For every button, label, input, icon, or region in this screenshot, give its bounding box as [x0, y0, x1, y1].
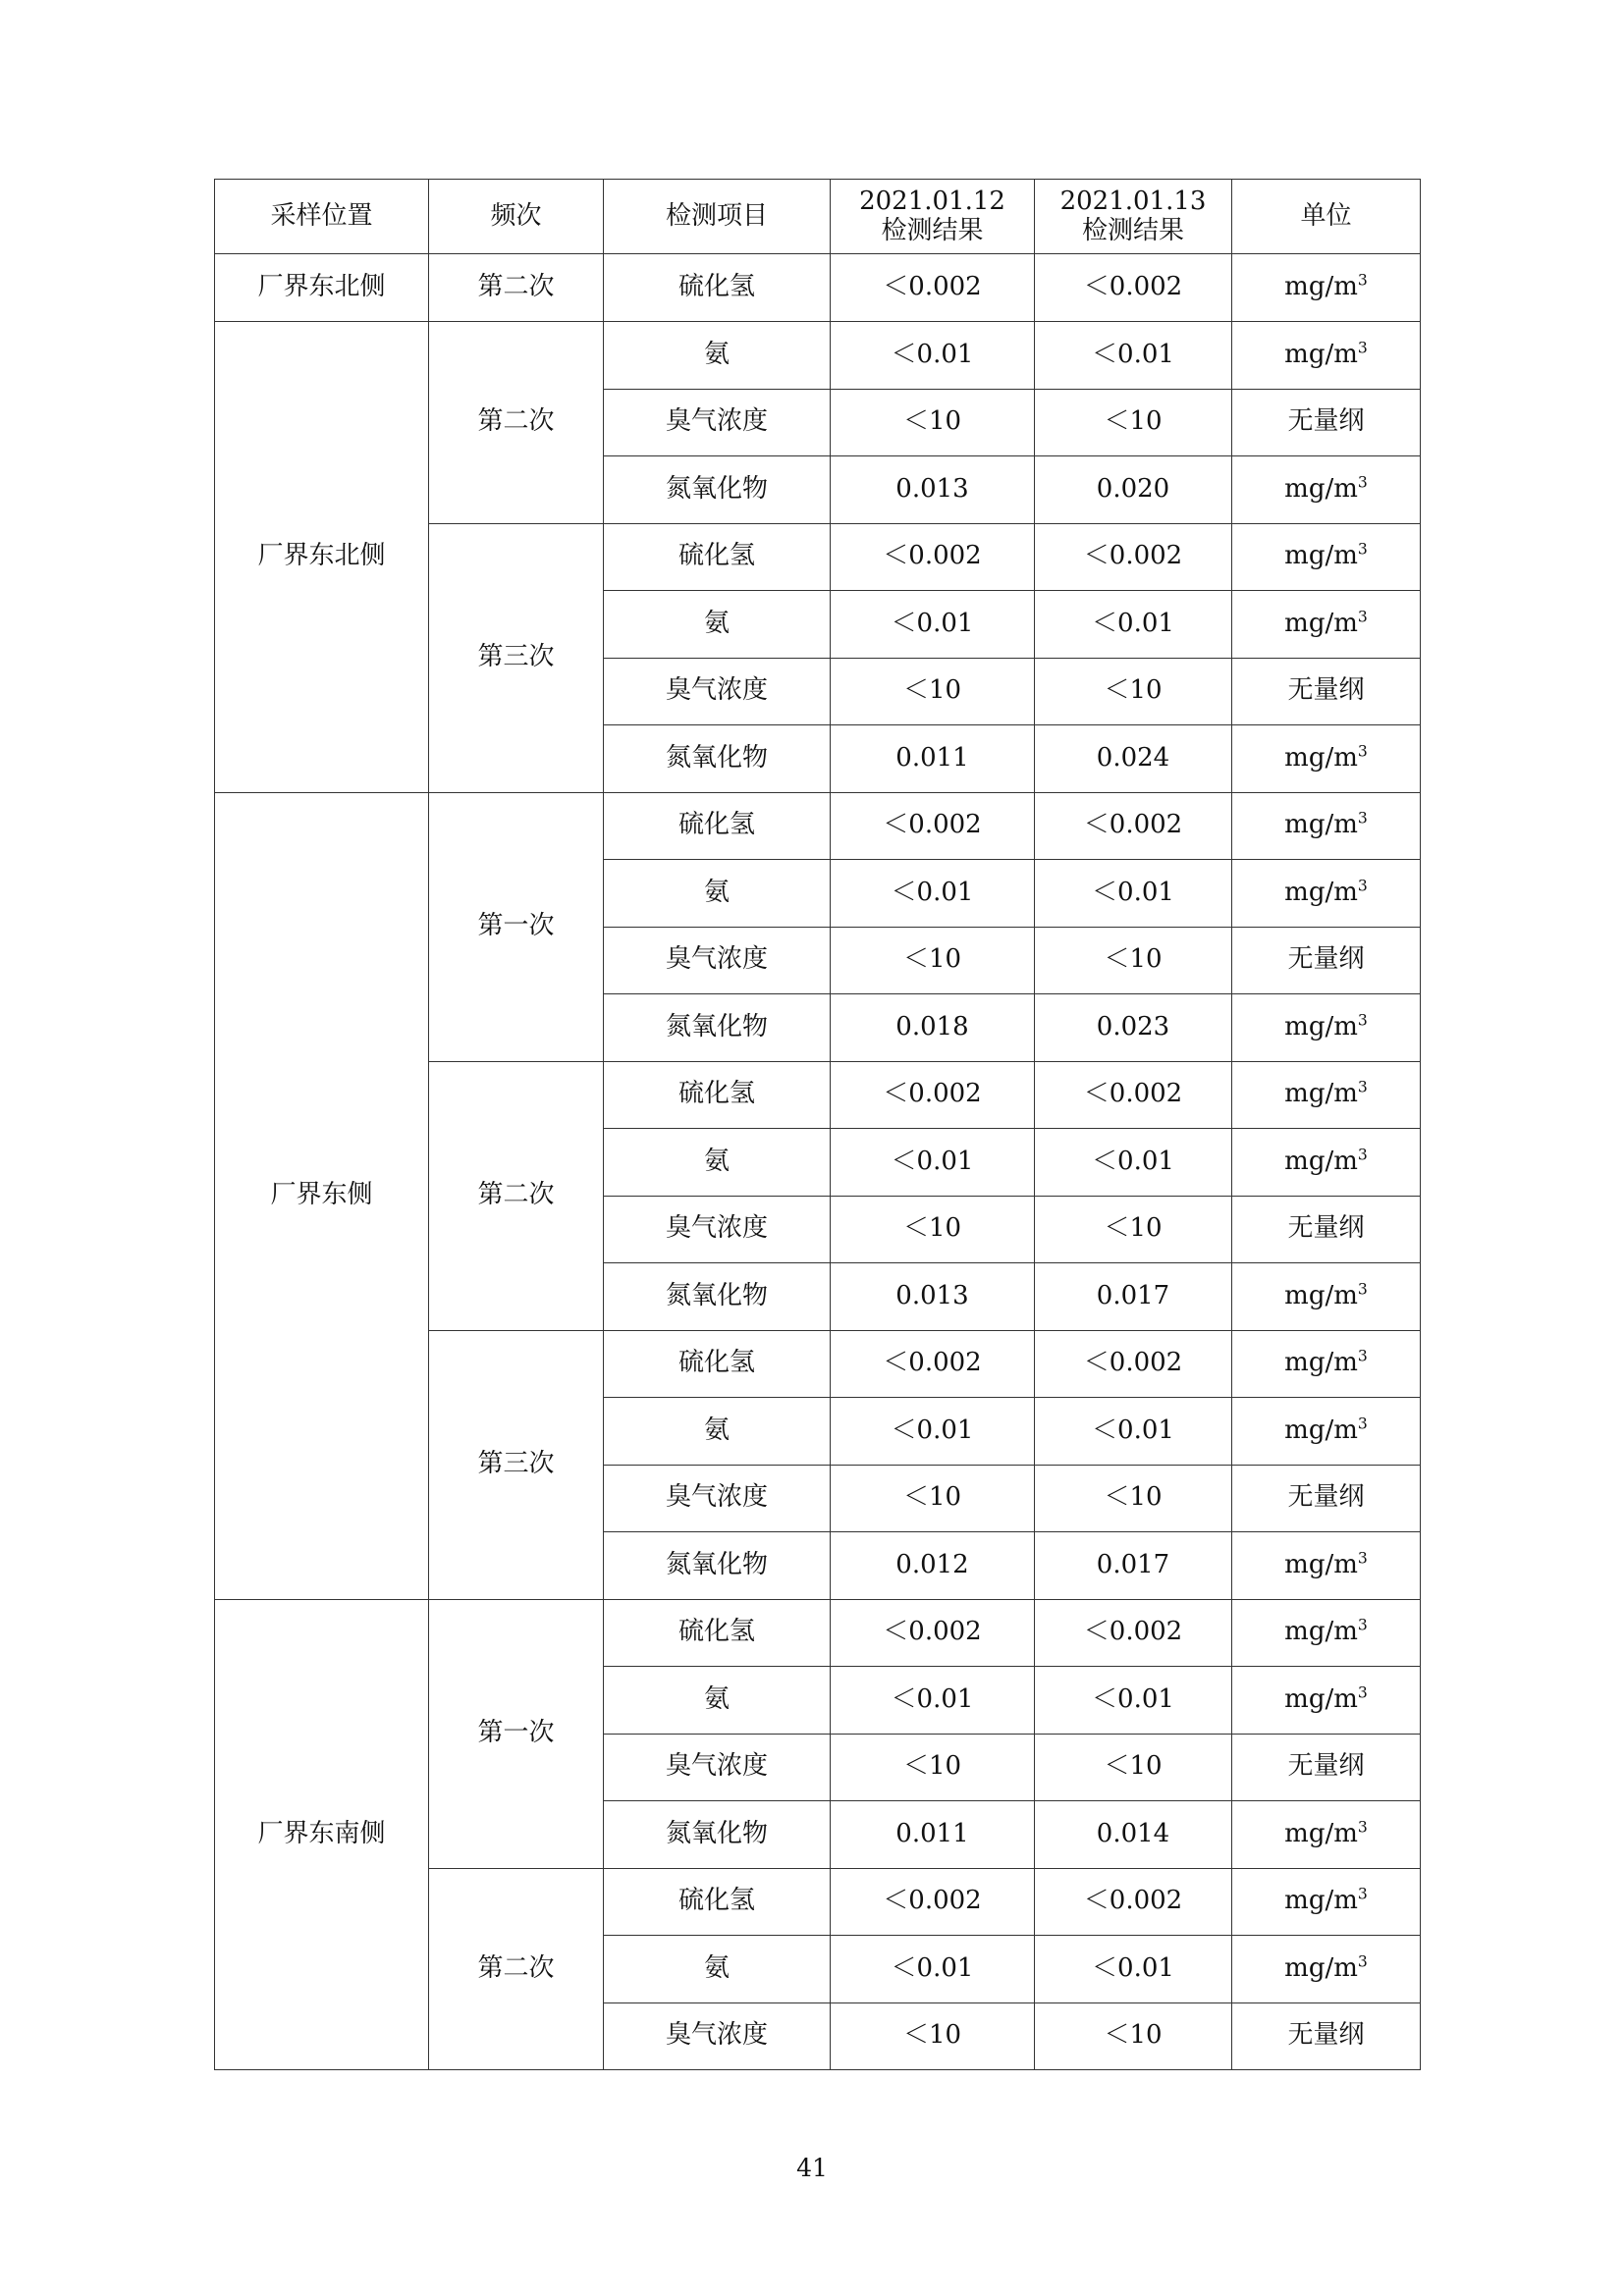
result-cell: 0.017: [1035, 1532, 1232, 1600]
result-cell: ＜0.002: [831, 254, 1035, 322]
table-row: [215, 322, 1421, 390]
item-cell: 氨: [604, 1398, 831, 1466]
unit-exponent: 3: [1357, 1146, 1368, 1164]
unit-cell: [1232, 1263, 1421, 1331]
unit-exponent: 3: [1357, 473, 1368, 492]
unit-base: mg/m: [1284, 1280, 1358, 1310]
unit-base: mg/m: [1284, 1818, 1358, 1848]
result-cell: ＜0.002: [1035, 523, 1232, 591]
unit-exponent: 3: [1357, 1415, 1368, 1433]
item-cell: 臭气浓度: [604, 927, 831, 994]
unit-base: mg/m: [1284, 1011, 1358, 1041]
header-frequency: 频次: [429, 180, 604, 254]
location-cell: 厂界东南侧: [215, 1599, 429, 2070]
item-cell: 硫化氢: [604, 1868, 831, 1936]
unit-cell: [1232, 254, 1421, 322]
unit-base: mg/m: [1284, 272, 1358, 302]
unit-base: mg/m: [1284, 339, 1358, 369]
frequency-cell: 第三次: [429, 1330, 604, 1599]
result-cell: ＜0.002: [831, 1599, 1035, 1667]
result-cell: ＜0.002: [1035, 792, 1232, 860]
item-cell: 氮氧化物: [604, 1801, 831, 1869]
frequency-cell: 第二次: [429, 1868, 604, 2070]
unit-base: mg/m: [1284, 1886, 1358, 1916]
unit-base: mg/m: [1284, 1617, 1358, 1647]
unit-cell: 无量纲: [1232, 1196, 1421, 1263]
result-cell: ＜0.002: [831, 523, 1035, 591]
item-cell: 臭气浓度: [604, 1734, 831, 1801]
frequency-cell: 第一次: [429, 792, 604, 1061]
item-cell: 氮氧化物: [604, 725, 831, 793]
item-cell: 臭气浓度: [604, 2002, 831, 2070]
item-cell: 氮氧化物: [604, 456, 831, 524]
result-cell: ＜0.01: [831, 1667, 1035, 1735]
result-cell: ＜10: [1035, 1734, 1232, 1801]
unit-base: mg/m: [1284, 810, 1358, 840]
header-item: 检测项目: [604, 180, 831, 254]
unit-base: mg/m: [1284, 541, 1358, 571]
item-cell: 硫化氢: [604, 254, 831, 322]
unit-base: mg/m: [1284, 1952, 1358, 1983]
frequency-cell: 第二次: [429, 1061, 604, 1330]
header-date1: [831, 180, 1035, 254]
result-cell: ＜0.002: [1035, 1330, 1232, 1398]
header-date2-date: 2021.01.13: [1059, 186, 1207, 216]
item-cell: 氨: [604, 322, 831, 390]
unit-cell: [1232, 1061, 1421, 1129]
frequency-cell: 第二次: [429, 254, 604, 322]
table-row: [215, 792, 1421, 860]
unit-exponent: 3: [1357, 339, 1368, 357]
table-row: [215, 1599, 1421, 1667]
item-cell: 硫化氢: [604, 1330, 831, 1398]
frequency-cell: 第三次: [429, 523, 604, 792]
result-cell: ＜10: [1035, 2002, 1232, 2070]
unit-cell: [1232, 1868, 1421, 1936]
unit-exponent: 3: [1357, 1011, 1368, 1030]
result-cell: ＜0.002: [831, 1330, 1035, 1398]
unit-cell: [1232, 1330, 1421, 1398]
table-row: [215, 254, 1421, 322]
result-cell: ＜0.01: [831, 1129, 1035, 1197]
item-cell: 氮氧化物: [604, 1263, 831, 1331]
unit-exponent: 3: [1357, 1616, 1368, 1634]
unit-cell: [1232, 792, 1421, 860]
unit-cell: [1232, 994, 1421, 1062]
item-cell: 臭气浓度: [604, 1465, 831, 1532]
unit-cell: [1232, 725, 1421, 793]
unit-base: mg/m: [1284, 1549, 1358, 1579]
unit-cell: [1232, 1532, 1421, 1600]
header-date1-date: 2021.01.12: [859, 186, 1005, 216]
result-cell: 0.020: [1035, 456, 1232, 524]
result-cell: ＜0.002: [1035, 1599, 1232, 1667]
item-cell: 氨: [604, 1936, 831, 2003]
result-cell: ＜10: [831, 1465, 1035, 1532]
result-cell: ＜0.01: [1035, 322, 1232, 390]
result-cell: ＜10: [831, 658, 1035, 725]
result-cell: 0.018: [831, 994, 1035, 1062]
result-cell: 0.024: [1035, 725, 1232, 793]
unit-exponent: 3: [1357, 1078, 1368, 1096]
unit-cell: [1232, 1398, 1421, 1466]
header-date1-label: 检测结果: [881, 215, 984, 245]
unit-cell: [1232, 1129, 1421, 1197]
result-cell: ＜0.01: [1035, 1667, 1232, 1735]
unit-cell: [1232, 860, 1421, 928]
unit-base: mg/m: [1284, 1415, 1358, 1445]
unit-exponent: 3: [1357, 1818, 1368, 1837]
header-location: 采样位置: [215, 180, 429, 254]
result-cell: ＜0.01: [1035, 591, 1232, 659]
unit-cell: 无量纲: [1232, 2002, 1421, 2070]
unit-exponent: 3: [1357, 742, 1368, 761]
result-cell: ＜10: [831, 1734, 1035, 1801]
item-cell: 臭气浓度: [604, 1196, 831, 1263]
location-cell: 厂界东北侧: [215, 322, 429, 793]
location-cell: 厂界东侧: [215, 792, 429, 1599]
unit-cell: 无量纲: [1232, 389, 1421, 456]
unit-exponent: 3: [1357, 1549, 1368, 1568]
header-date2-label: 检测结果: [1081, 215, 1184, 245]
unit-base: mg/m: [1284, 1348, 1358, 1378]
unit-cell: [1232, 322, 1421, 390]
unit-base: mg/m: [1284, 1683, 1358, 1714]
frequency-cell: 第一次: [429, 1599, 604, 1868]
item-cell: 硫化氢: [604, 792, 831, 860]
result-cell: 0.011: [831, 1801, 1035, 1869]
result-cell: ＜0.01: [831, 1936, 1035, 2003]
result-cell: ＜0.002: [831, 1868, 1035, 1936]
unit-exponent: 3: [1357, 877, 1368, 895]
unit-exponent: 3: [1357, 1280, 1368, 1299]
page-number: 41: [796, 2154, 828, 2182]
location-cell: 厂界东北侧: [215, 254, 429, 322]
unit-cell: [1232, 1599, 1421, 1667]
unit-exponent: 3: [1357, 540, 1368, 559]
result-cell: ＜10: [1035, 1465, 1232, 1532]
unit-exponent: 3: [1357, 1347, 1368, 1365]
unit-cell: [1232, 591, 1421, 659]
result-cell: ＜0.01: [1035, 1129, 1232, 1197]
result-cell: 0.023: [1035, 994, 1232, 1062]
unit-exponent: 3: [1357, 1952, 1368, 1971]
monitoring-results-table: [214, 179, 1421, 2070]
item-cell: 氨: [604, 591, 831, 659]
unit-exponent: 3: [1357, 1885, 1368, 1903]
result-cell: ＜0.002: [831, 792, 1035, 860]
unit-exponent: 3: [1357, 1683, 1368, 1702]
item-cell: 硫化氢: [604, 1599, 831, 1667]
result-cell: ＜0.01: [831, 591, 1035, 659]
unit-base: mg/m: [1284, 473, 1358, 504]
item-cell: 氨: [604, 860, 831, 928]
result-cell: ＜0.01: [1035, 1398, 1232, 1466]
unit-exponent: 3: [1357, 809, 1368, 828]
result-cell: ＜0.002: [1035, 1061, 1232, 1129]
result-cell: ＜0.01: [1035, 1936, 1232, 2003]
unit-base: mg/m: [1284, 877, 1358, 907]
unit-base: mg/m: [1284, 1146, 1358, 1176]
unit-cell: [1232, 1936, 1421, 2003]
result-cell: 0.017: [1035, 1263, 1232, 1331]
result-cell: 0.013: [831, 1263, 1035, 1331]
item-cell: 臭气浓度: [604, 389, 831, 456]
result-cell: ＜10: [1035, 658, 1232, 725]
unit-base: mg/m: [1284, 1079, 1358, 1109]
frequency-cell: 第二次: [429, 322, 604, 524]
unit-cell: 无量纲: [1232, 658, 1421, 725]
result-cell: ＜0.01: [1035, 860, 1232, 928]
table-header-row: [215, 180, 1421, 254]
unit-cell: 无量纲: [1232, 1734, 1421, 1801]
result-cell: ＜10: [1035, 389, 1232, 456]
result-cell: 0.012: [831, 1532, 1035, 1600]
unit-cell: [1232, 1801, 1421, 1869]
result-cell: ＜10: [831, 389, 1035, 456]
result-cell: ＜0.01: [831, 1398, 1035, 1466]
result-cell: 0.011: [831, 725, 1035, 793]
unit-cell: [1232, 523, 1421, 591]
result-cell: ＜10: [831, 927, 1035, 994]
header-date2: [1035, 180, 1232, 254]
unit-cell: [1232, 456, 1421, 524]
result-cell: ＜0.002: [1035, 254, 1232, 322]
result-cell: ＜0.01: [831, 860, 1035, 928]
result-cell: ＜10: [1035, 927, 1232, 994]
result-cell: ＜0.002: [831, 1061, 1035, 1129]
result-cell: 0.013: [831, 456, 1035, 524]
unit-exponent: 3: [1357, 608, 1368, 626]
item-cell: 氮氧化物: [604, 994, 831, 1062]
result-cell: 0.014: [1035, 1801, 1232, 1869]
unit-base: mg/m: [1284, 608, 1358, 638]
unit-base: mg/m: [1284, 742, 1358, 773]
result-cell: ＜0.002: [1035, 1868, 1232, 1936]
item-cell: 氨: [604, 1667, 831, 1735]
unit-cell: 无量纲: [1232, 927, 1421, 994]
item-cell: 氨: [604, 1129, 831, 1197]
result-cell: ＜0.01: [831, 322, 1035, 390]
header-unit: 单位: [1232, 180, 1421, 254]
unit-exponent: 3: [1357, 271, 1368, 290]
item-cell: 硫化氢: [604, 523, 831, 591]
result-cell: ＜10: [831, 1196, 1035, 1263]
unit-cell: [1232, 1667, 1421, 1735]
unit-cell: 无量纲: [1232, 1465, 1421, 1532]
result-cell: ＜10: [1035, 1196, 1232, 1263]
item-cell: 氮氧化物: [604, 1532, 831, 1600]
item-cell: 臭气浓度: [604, 658, 831, 725]
result-cell: ＜10: [831, 2002, 1035, 2070]
item-cell: 硫化氢: [604, 1061, 831, 1129]
